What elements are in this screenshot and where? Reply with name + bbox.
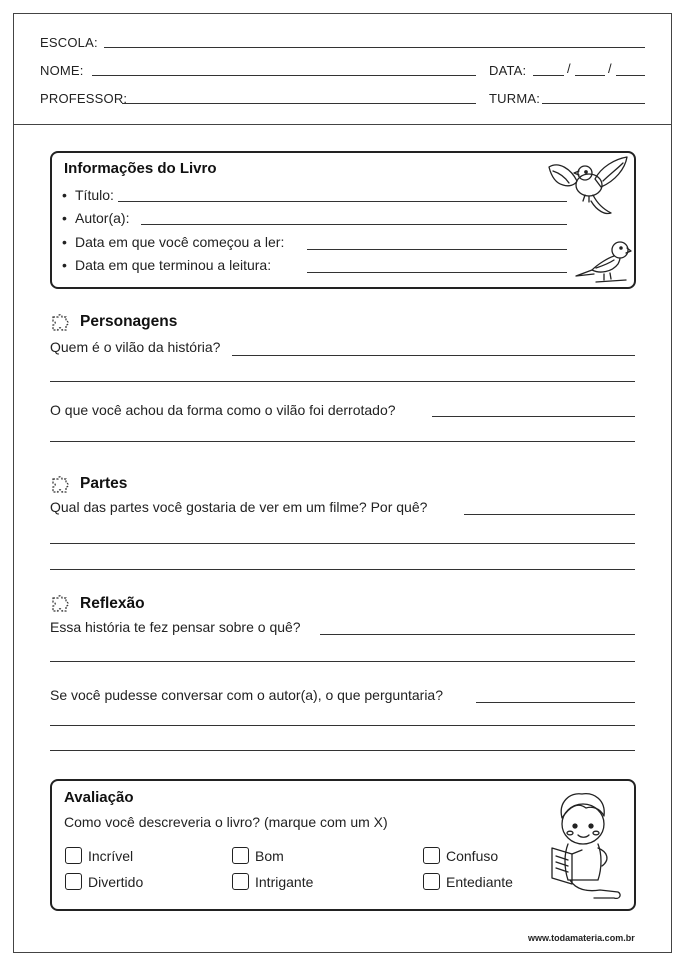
answer-line[interactable]: [50, 441, 635, 442]
bullet: •: [62, 257, 67, 273]
bird-perched-icon: [574, 238, 632, 286]
teacher-field[interactable]: [122, 103, 476, 104]
bird-flying-icon: [545, 155, 631, 219]
checkbox-entediante[interactable]: [423, 873, 440, 890]
option-label: Intrigante: [255, 874, 314, 890]
date-separator: /: [608, 61, 612, 76]
date-day-field[interactable]: [533, 75, 564, 76]
answer-line[interactable]: [50, 543, 635, 544]
reflection-title: Reflexão: [80, 595, 145, 612]
reflection-question-2: Se você pudesse conversar com o autor(a), o que perguntaria?: [50, 687, 444, 703]
answer-line[interactable]: [50, 725, 635, 726]
answer-line[interactable]: [464, 514, 635, 515]
class-label: TURMA:: [489, 91, 541, 106]
end-date-field[interactable]: [307, 272, 567, 273]
puzzle-icon: [51, 474, 73, 494]
header-divider: [13, 124, 672, 125]
teacher-label: PROFESSOR:: [40, 91, 128, 106]
date-month-field[interactable]: [575, 75, 605, 76]
title-label: Título:: [75, 187, 114, 203]
answer-line[interactable]: [50, 569, 635, 570]
option-label: Bom: [255, 848, 284, 864]
option-label: Confuso: [446, 848, 499, 864]
title-field[interactable]: [118, 201, 567, 202]
reflection-question-1: Essa história te fez pensar sobre o quê?: [50, 619, 301, 635]
characters-title: Personagens: [80, 313, 178, 330]
name-label: NOME:: [40, 63, 84, 78]
answer-line[interactable]: [50, 381, 635, 382]
start-date-label: Data em que você começou a ler:: [75, 234, 285, 250]
answer-line[interactable]: [476, 702, 635, 703]
bullet: •: [62, 210, 67, 226]
author-label: Autor(a):: [75, 210, 130, 226]
option-label: Divertido: [88, 874, 144, 890]
school-field[interactable]: [104, 47, 645, 48]
bullet: •: [62, 187, 67, 203]
checkbox-confuso[interactable]: [423, 847, 440, 864]
option-label: Incrível: [88, 848, 134, 864]
footer-site: www.todamateria.com.br: [528, 933, 635, 943]
child-reading-icon: [548, 788, 624, 904]
evaluation-prompt: Como você descreveria o livro? (marque com um X): [64, 814, 388, 830]
parts-title: Partes: [80, 475, 128, 492]
bullet: •: [62, 234, 67, 250]
checkbox-bom[interactable]: [232, 847, 249, 864]
answer-line[interactable]: [50, 661, 635, 662]
parts-question-1: Qual das partes você gostaria de ver em um filme? Por quê?: [50, 499, 428, 515]
evaluation-title: Avaliação: [64, 789, 134, 806]
option-label: Entediante: [446, 874, 513, 890]
characters-question-2: O que você achou da forma como o vilão foi derrotado?: [50, 402, 396, 418]
answer-line[interactable]: [432, 416, 635, 417]
date-label: DATA:: [489, 63, 527, 78]
answer-line[interactable]: [320, 634, 635, 635]
characters-question-1: Quem é o vilão da história?: [50, 339, 221, 355]
end-date-label: Data em que terminou a leitura:: [75, 257, 272, 273]
name-field[interactable]: [92, 75, 476, 76]
date-separator: /: [567, 61, 571, 76]
author-field[interactable]: [141, 224, 567, 225]
answer-line[interactable]: [232, 355, 635, 356]
class-field[interactable]: [542, 103, 645, 104]
puzzle-icon: [51, 312, 73, 332]
date-year-field[interactable]: [616, 75, 645, 76]
book-info-title: Informações do Livro: [64, 160, 217, 177]
answer-line[interactable]: [50, 750, 635, 751]
checkbox-divertido[interactable]: [65, 873, 82, 890]
start-date-field[interactable]: [307, 249, 567, 250]
school-label: ESCOLA:: [40, 35, 98, 50]
checkbox-intrigante[interactable]: [232, 873, 249, 890]
checkbox-incrivel[interactable]: [65, 847, 82, 864]
puzzle-icon: [51, 593, 73, 613]
